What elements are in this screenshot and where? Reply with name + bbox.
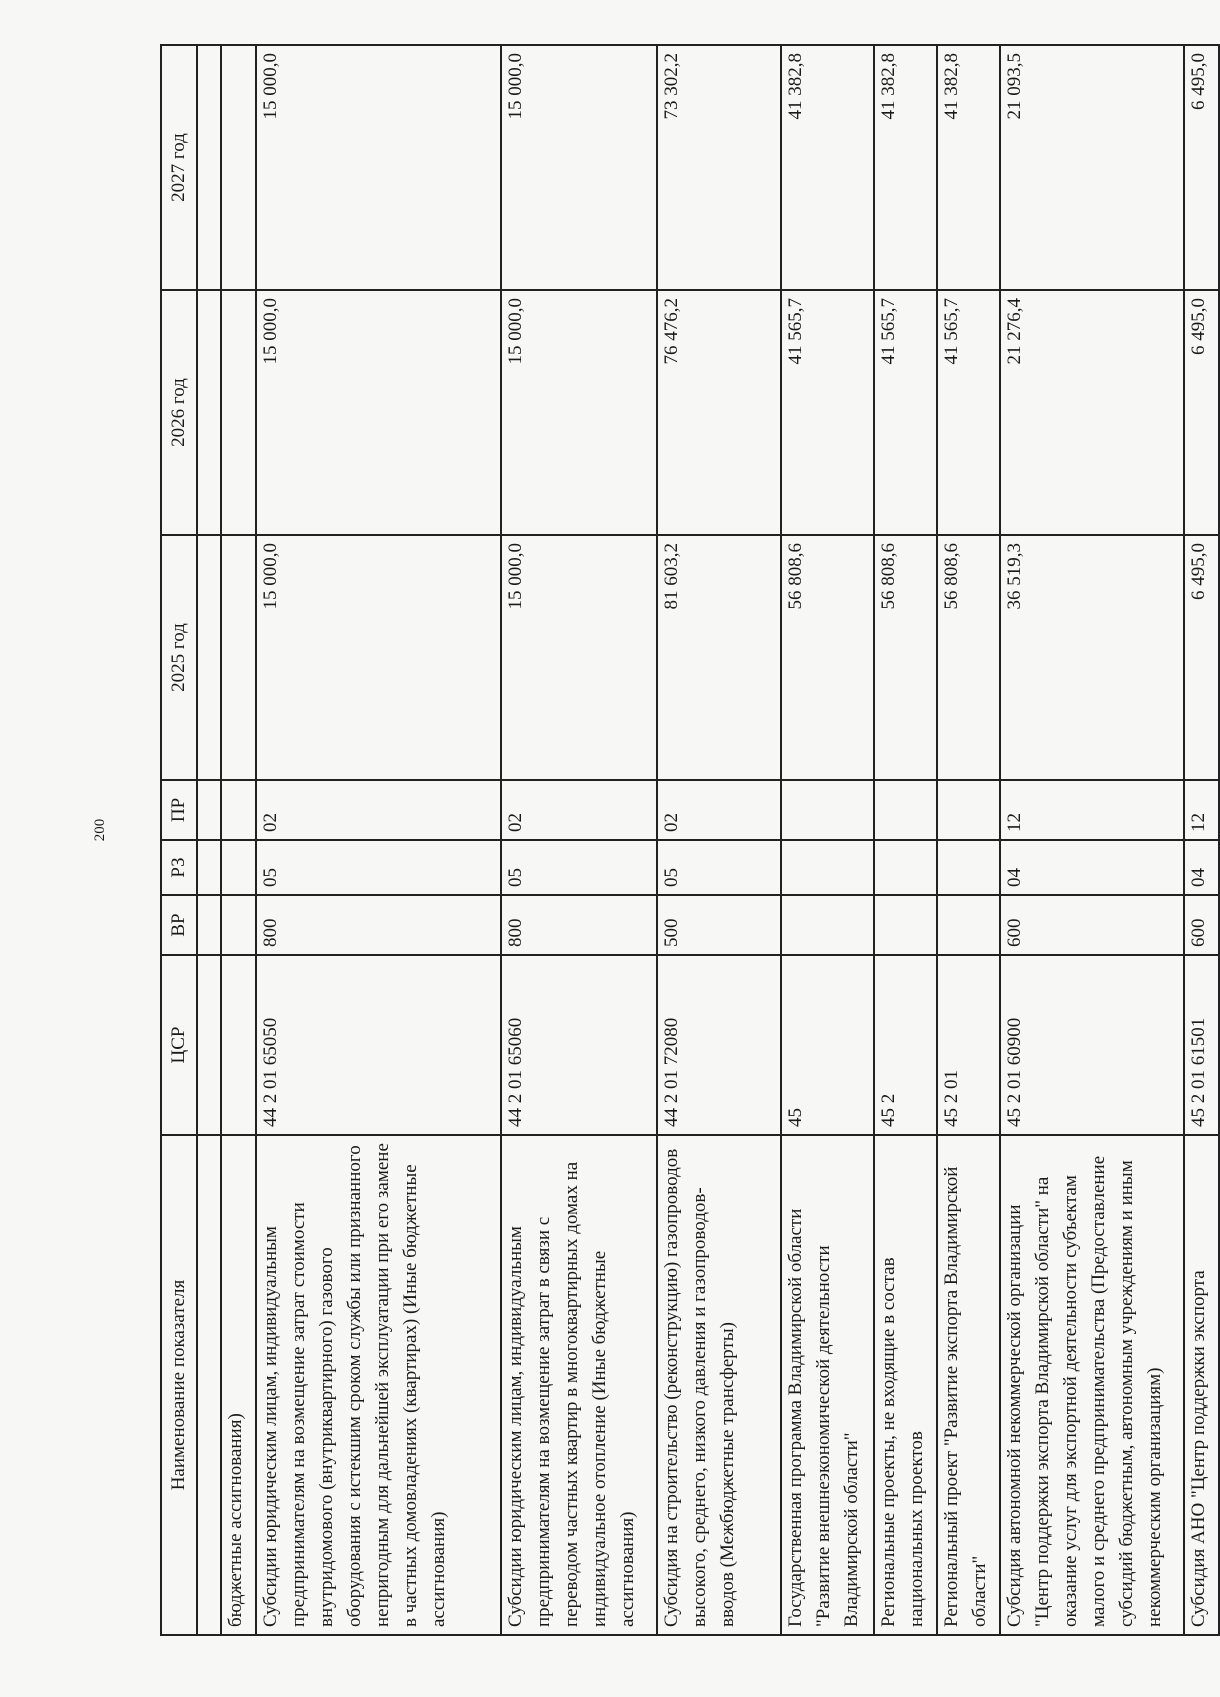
row-2025: 6 495,0 [1184,535,1219,780]
header-csr: ЦСР [161,955,197,1135]
row-csr: 45 [781,955,874,1135]
row-vr [781,895,874,955]
row-pr [937,780,1000,840]
row-name: Субсидии юридическим лицам, индивидуальным предпринимателям на возмещение затрат в связи с переводом частных квартир в многоквартирных домах на индивидуальное отопление (Иные бюджетные ассигнования) [501,1135,657,1635]
row-2026: 6 495,0 [1184,290,1219,535]
header-pr: ПР [161,780,197,840]
row-pr: 02 [501,780,657,840]
row-name: Государственная программа Владимирской области "Развитие внешнеэкономической деятельности Владимирской области" [781,1135,874,1635]
row-csr: 44 2 01 65050 [256,955,501,1135]
budget-table-container [160,46,1220,1636]
row-pr [781,780,874,840]
row-rz: 05 [256,840,501,895]
row-name: Региональный проект "Развитие экспорта Владимирской области" [937,1135,1000,1635]
row-name: Субсидия на строительство (реконструкцию) газопроводов высокого, среднего, низкого давления и газопроводов-вводов (Межбюджетные трансферты) [657,1135,781,1635]
row-csr: 45 2 01 60900 [1000,955,1184,1135]
row-rz [937,840,1000,895]
row-2027: 15 000,0 [501,45,657,290]
table-spacer-row [197,45,221,1635]
row-rz [874,840,937,895]
row-2027: 15 000,0 [256,45,501,290]
row-name: бюджетные ассигнования) [221,1135,256,1635]
row-vr: 800 [501,895,657,955]
row-csr: 45 2 [874,955,937,1135]
page-number: 200 [92,818,108,842]
header-2025: 2025 год [161,535,197,780]
row-pr [221,780,256,840]
table-row [501,45,657,1635]
row-csr [221,955,256,1135]
row-rz [781,840,874,895]
row-name: Субсидии юридическим лицам, индивидуальным предпринимателям на возмещение затрат стоимости внутридомового (внутриквартирного) газового оборудования с истекшим сроком службы или признанного непригодным для дальнейшей эксплуатации при его замене в частных домовладениях (квартирах) (Иные бюджетные ассигнования) [256,1135,501,1635]
row-vr [937,895,1000,955]
header-2027: 2027 год [161,45,197,290]
row-2025: 81 603,2 [657,535,781,780]
row-vr [221,895,256,955]
row-2025 [221,535,256,780]
row-2027: 41 382,8 [937,45,1000,290]
table-row [874,45,937,1635]
table-row [221,45,256,1635]
row-pr [874,780,937,840]
table-row [1184,45,1219,1635]
row-2025: 56 808,6 [781,535,874,780]
row-vr: 600 [1184,895,1219,955]
header-vr: ВР [161,895,197,955]
row-2027: 21 093,5 [1000,45,1184,290]
row-2025: 36 519,3 [1000,535,1184,780]
row-pr: 02 [256,780,501,840]
table-header-row [161,45,197,1635]
row-vr [874,895,937,955]
row-2026: 41 565,7 [937,290,1000,535]
row-name: Региональные проекты, не входящие в состав национальных проектов [874,1135,937,1635]
row-2026: 76 476,2 [657,290,781,535]
row-pr: 02 [657,780,781,840]
row-2027: 41 382,8 [874,45,937,290]
row-2026: 15 000,0 [256,290,501,535]
row-2026: 41 565,7 [874,290,937,535]
row-2026: 15 000,0 [501,290,657,535]
row-rz: 05 [657,840,781,895]
table-row [781,45,874,1635]
row-2027 [221,45,256,290]
row-vr: 800 [256,895,501,955]
row-csr: 45 2 01 61501 [1184,955,1219,1135]
row-rz: 05 [501,840,657,895]
row-2027: 6 495,0 [1184,45,1219,290]
row-vr: 500 [657,895,781,955]
header-name: Наименование показателя [161,1135,197,1635]
row-rz: 04 [1184,840,1219,895]
table-row [937,45,1000,1635]
row-2027: 41 382,8 [781,45,874,290]
header-rz: РЗ [161,840,197,895]
budget-table [160,44,1220,1636]
row-2026: 41 565,7 [781,290,874,535]
row-2026: 21 276,4 [1000,290,1184,535]
row-2025: 56 808,6 [874,535,937,780]
row-pr: 12 [1000,780,1184,840]
row-pr: 12 [1184,780,1219,840]
row-2026 [221,290,256,535]
row-2025: 15 000,0 [256,535,501,780]
row-2025: 56 808,6 [937,535,1000,780]
row-2027: 73 302,2 [657,45,781,290]
row-name: Субсидия автономной некоммерческой организации "Центр поддержки экспорта Владимирской области" на оказание услуг для экспортной деятельности субъектам малого и среднего предпринимательства (Предоставление субсидий бюджетным, автономным учреждениям и иным некоммерческим организациям) [1000,1135,1184,1635]
table-row [657,45,781,1635]
row-csr: 45 2 01 [937,955,1000,1135]
row-csr: 44 2 01 72080 [657,955,781,1135]
table-row [256,45,501,1635]
row-csr: 44 2 01 65060 [501,955,657,1135]
row-rz: 04 [1000,840,1184,895]
row-2025: 15 000,0 [501,535,657,780]
table-row [1000,45,1184,1635]
row-rz [221,840,256,895]
header-2026: 2026 год [161,290,197,535]
row-vr: 600 [1000,895,1184,955]
row-name: Субсидия АНО "Центр поддержки экспорта [1184,1135,1219,1635]
